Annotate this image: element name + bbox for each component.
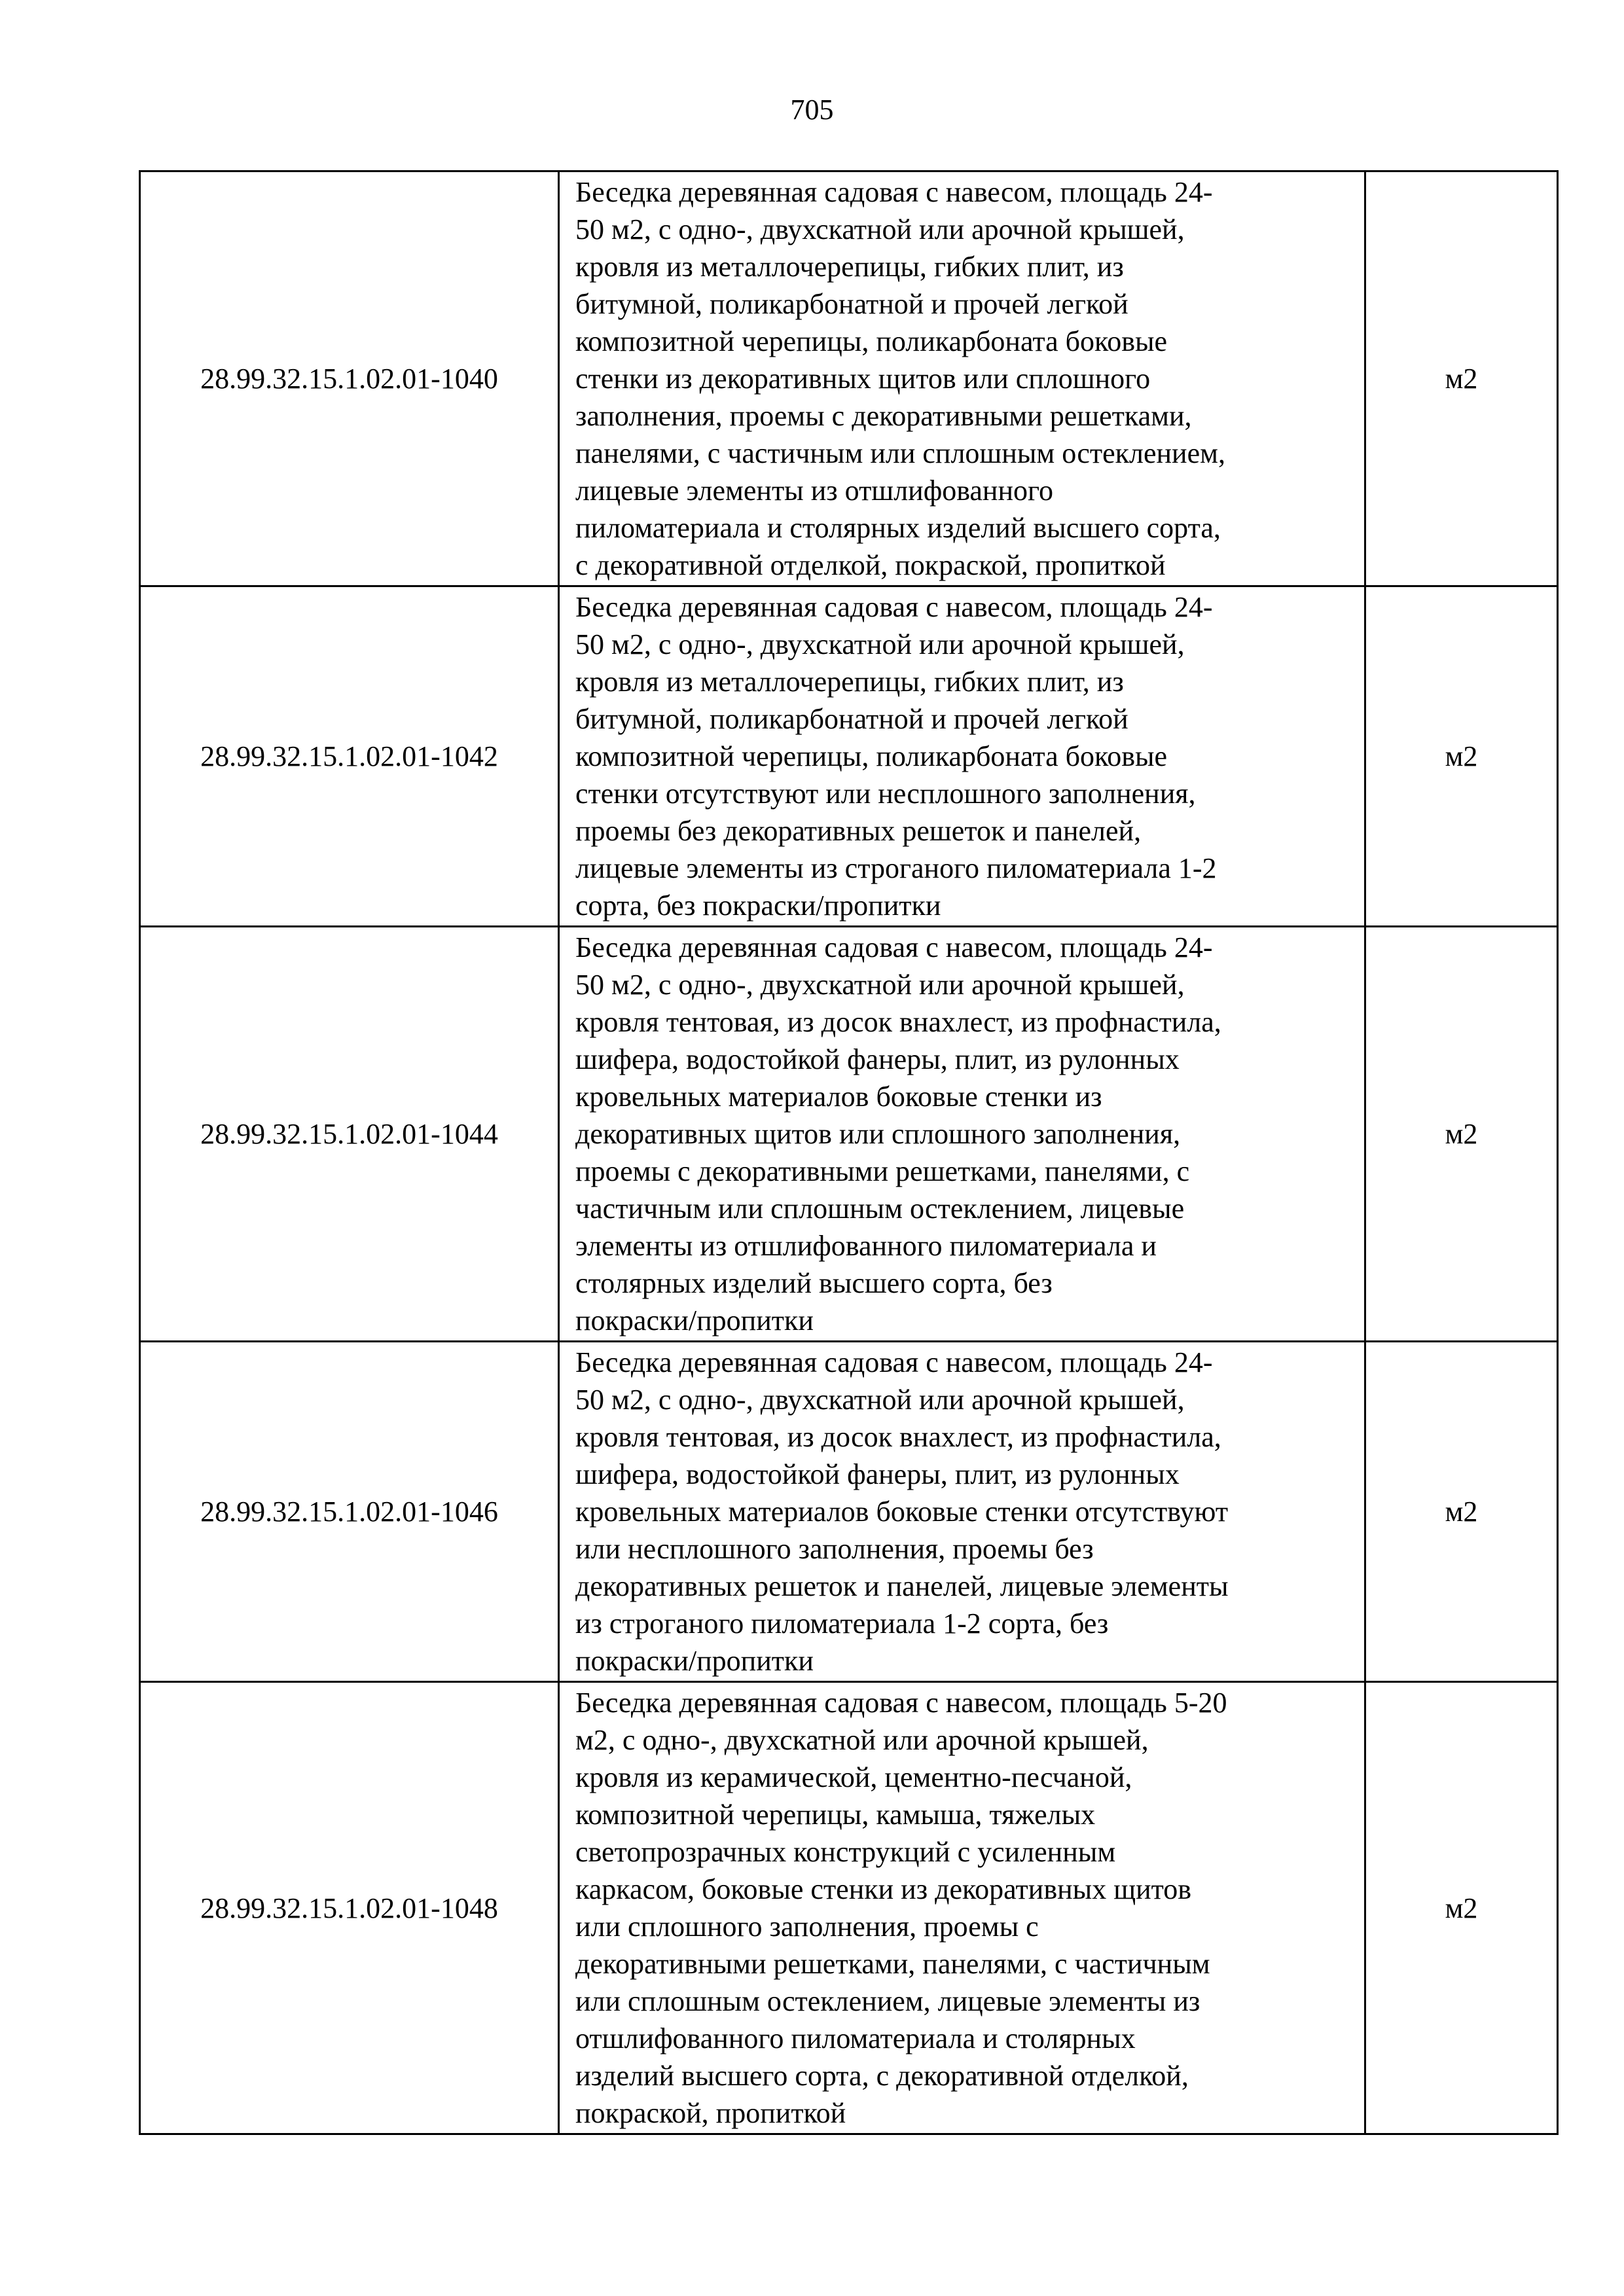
item-code: 28.99.32.15.1.02.01-1040: [140, 171, 559, 586]
item-code: 28.99.32.15.1.02.01-1042: [140, 586, 559, 927]
table-row: [140, 1682, 1558, 2134]
item-description: [559, 1682, 1365, 2134]
description-line: Беседка деревянная садовая с навесом, площадь 24-: [575, 591, 1213, 623]
description-line: лицевые элементы из строганого пиломатериала 1-2: [575, 852, 1217, 884]
description-line: шифера, водостойкой фанеры, плит, из рулонных: [575, 1458, 1180, 1490]
description-line: кровля из металлочерепицы, гибких плит, из: [575, 251, 1124, 283]
table-body: [140, 171, 1558, 2134]
description-line: из строганого пиломатериала 1-2 сорта, без: [575, 1607, 1109, 1640]
description-line: или сплошным остеклением, лицевые элементы из: [575, 1985, 1200, 2017]
description-line: частичным или сплошным остеклением, лицевые: [575, 1193, 1185, 1225]
item-description: [559, 586, 1365, 927]
description-line: каркасом, боковые стенки из декоративных щитов: [575, 1873, 1192, 1905]
item-description: [559, 927, 1365, 1342]
description-line: покраской, пропиткой: [575, 2097, 846, 2129]
item-unit: м2: [1365, 927, 1558, 1342]
description-line: элементы из отшлифованного пиломатериала и: [575, 1230, 1157, 1262]
item-unit: м2: [1365, 1682, 1558, 2134]
description-line: проемы с декоративными решетками, панелями, с: [575, 1155, 1190, 1187]
table-row: [140, 1342, 1558, 1682]
description-line: декоративных решеток и панелей, лицевые элементы: [575, 1570, 1229, 1602]
description-line: Беседка деревянная садовая с навесом, площадь 24-: [575, 931, 1213, 963]
description-line: 50 м2, с одно-, двухскатной или арочной крышей,: [575, 1384, 1185, 1416]
description-line: с декоративной отделкой, покраской, пропиткой: [575, 549, 1166, 581]
description-line: Беседка деревянная садовая с навесом, площадь 24-: [575, 176, 1213, 208]
description-line: композитной черепицы, камыша, тяжелых: [575, 1799, 1096, 1831]
description-line: кровельных материалов боковые стенки отсутствуют: [575, 1496, 1229, 1528]
description-line: битумной, поликарбонатной и прочей легкой: [575, 288, 1128, 320]
description-line: декоративными решетками, панелями, с частичным: [575, 1948, 1210, 1980]
description-line: панелями, с частичным или сплошным остеклением,: [575, 437, 1225, 469]
description-line: шифера, водостойкой фанеры, плит, из рулонных: [575, 1043, 1180, 1075]
description-line: 50 м2, с одно-, двухскатной или арочной крышей,: [575, 213, 1185, 245]
item-description: [559, 1342, 1365, 1682]
item-unit: м2: [1365, 586, 1558, 927]
description-line: композитной черепицы, поликарбоната боковые: [575, 325, 1168, 357]
description-line: стенки отсутствуют или несплошного заполнения,: [575, 778, 1196, 810]
item-unit: м2: [1365, 1342, 1558, 1682]
item-unit: м2: [1365, 171, 1558, 586]
item-code: 28.99.32.15.1.02.01-1046: [140, 1342, 559, 1682]
catalog-table: [139, 170, 1559, 2135]
description-line: Беседка деревянная садовая с навесом, площадь 24-: [575, 1346, 1213, 1378]
description-line: композитной черепицы, поликарбоната боковые: [575, 740, 1168, 772]
description-line: кровля тентовая, из досок внахлест, из профнастила,: [575, 1421, 1221, 1453]
description-line: сорта, без покраски/пропитки: [575, 889, 941, 922]
item-description: [559, 171, 1365, 586]
description-line: заполнения, проемы с декоративными решетками,: [575, 400, 1192, 432]
description-line: кровельных материалов боковые стенки из: [575, 1081, 1102, 1113]
description-line: кровля из металлочерепицы, гибких плит, из: [575, 666, 1124, 698]
description-line: Беседка деревянная садовая с навесом, площадь 5-20: [575, 1687, 1227, 1719]
description-line: 50 м2, с одно-, двухскатной или арочной крышей,: [575, 969, 1185, 1001]
table-row: [140, 171, 1558, 586]
description-line: или несплошного заполнения, проемы без: [575, 1533, 1094, 1565]
description-line: или сплошного заполнения, проемы с: [575, 1910, 1039, 1943]
description-line: стенки из декоративных щитов или сплошного: [575, 363, 1151, 395]
description-line: отшлифованного пиломатериала и столярных: [575, 2022, 1136, 2054]
description-line: покраски/пропитки: [575, 1645, 814, 1677]
description-line: 50 м2, с одно-, двухскатной или арочной крышей,: [575, 628, 1185, 660]
page-number: 705: [790, 94, 834, 126]
item-code: 28.99.32.15.1.02.01-1044: [140, 927, 559, 1342]
description-line: декоративных щитов или сплошного заполнения,: [575, 1118, 1181, 1150]
description-line: проемы без декоративных решеток и панелей,: [575, 815, 1142, 847]
description-line: кровля из керамической, цементно-песчаной,: [575, 1761, 1132, 1793]
description-line: пиломатериала и столярных изделий высшего сорта,: [575, 512, 1221, 544]
description-line: кровля тентовая, из досок внахлест, из профнастила,: [575, 1006, 1221, 1038]
description-line: покраски/пропитки: [575, 1304, 814, 1336]
description-line: столярных изделий высшего сорта, без: [575, 1267, 1053, 1299]
description-line: лицевые элементы из отшлифованного: [575, 475, 1053, 507]
description-line: битумной, поликарбонатной и прочей легкой: [575, 703, 1128, 735]
item-code: 28.99.32.15.1.02.01-1048: [140, 1682, 559, 2134]
description-line: светопрозрачных конструкций с усиленным: [575, 1836, 1116, 1868]
description-line: м2, с одно-, двухскатной или арочной крышей,: [575, 1724, 1149, 1756]
table-row: [140, 586, 1558, 927]
table-row: [140, 927, 1558, 1342]
description-line: изделий высшего сорта, с декоративной отделкой,: [575, 2060, 1189, 2092]
